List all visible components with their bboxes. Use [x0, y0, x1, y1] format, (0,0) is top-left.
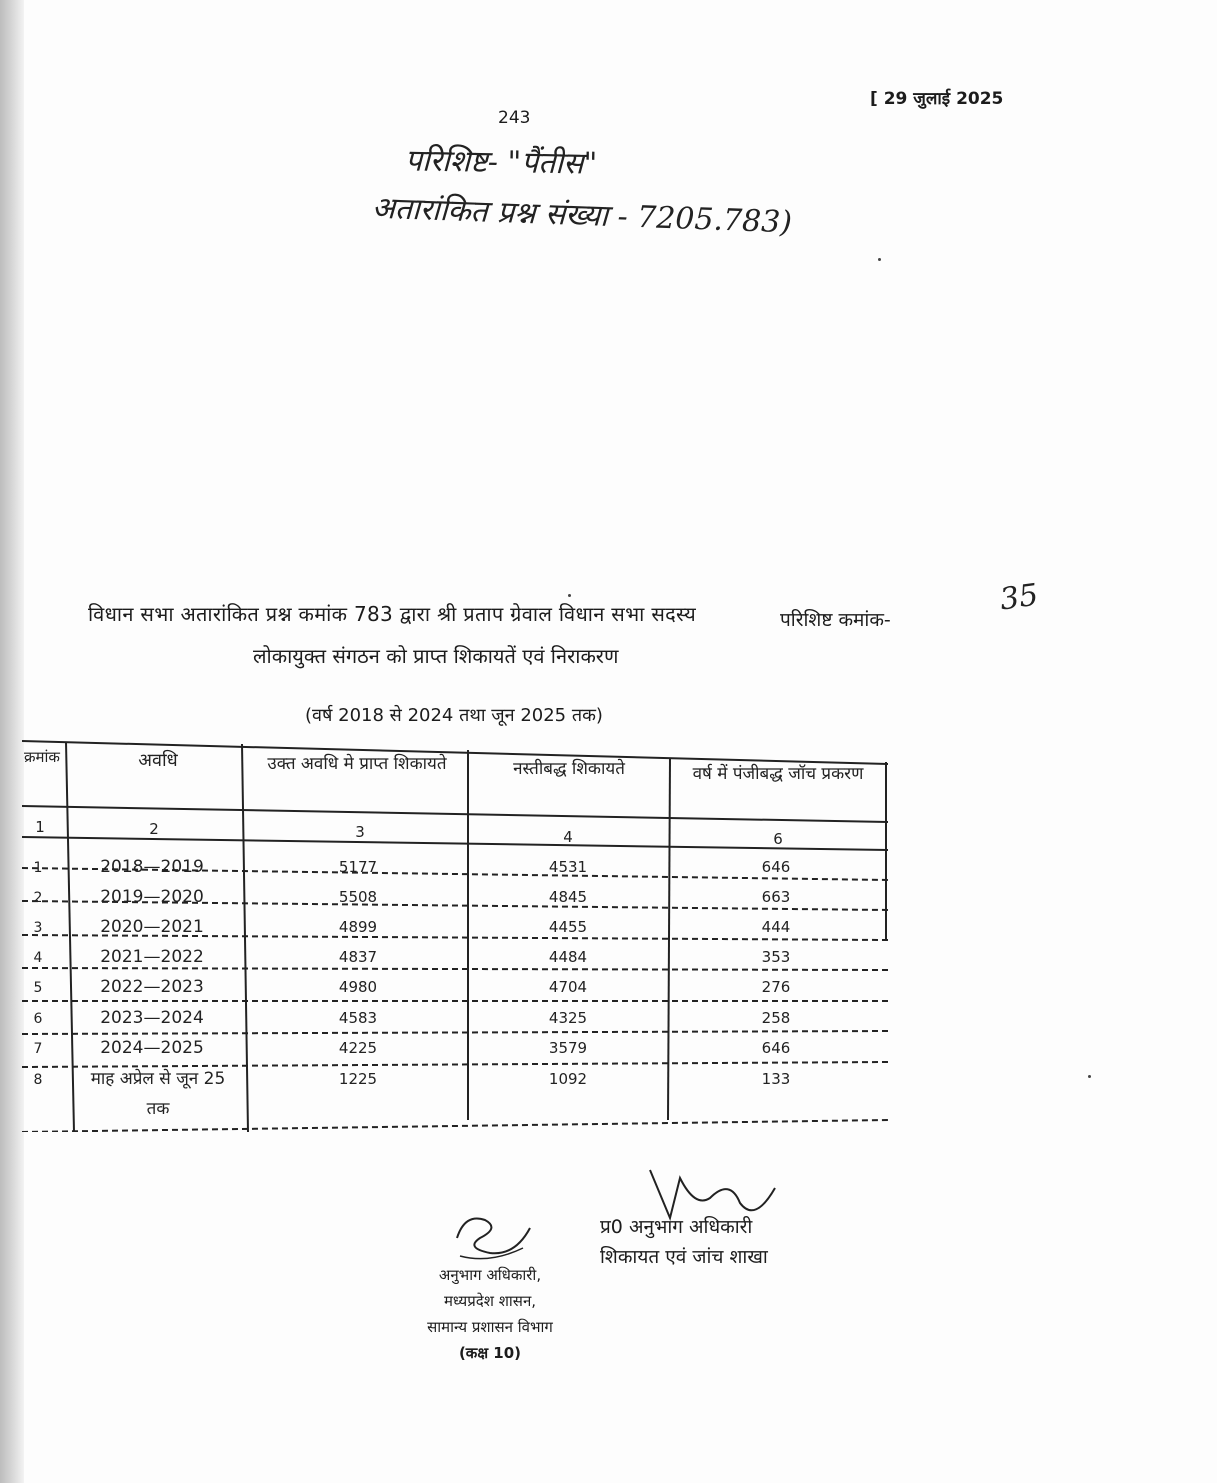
- row-filed: 4845: [548, 888, 588, 906]
- row-serial: 1: [33, 860, 43, 876]
- row-filed: 4704: [548, 978, 588, 996]
- column-number-2: 2: [149, 820, 159, 838]
- header-registered: वर्ष में पंजीबद्ध जॉच प्रकरण: [692, 764, 864, 784]
- column-number-4: 4: [563, 828, 573, 846]
- header-received: उक्त अवधि मे प्राप्त शिकायते: [267, 754, 447, 774]
- appendix-number-label: परिशिष्ट कमांक-: [780, 609, 891, 631]
- row-filed: 3579: [548, 1039, 588, 1057]
- gazette-date: [ 29 जुलाई 2025: [870, 89, 1004, 109]
- complaints-table: [22, 740, 888, 1132]
- row-serial: 5: [33, 980, 43, 996]
- row-serial: 2: [33, 890, 43, 906]
- title-line-2: लोकायुक्त संगठन को प्राप्त शिकायतें एवं निराकरण: [253, 644, 619, 668]
- row-registered: 646: [761, 858, 791, 876]
- row-registered: 133: [761, 1070, 791, 1088]
- handwritten-appendix-mark: 35: [997, 577, 1041, 618]
- header-period: अवधि: [138, 750, 178, 771]
- row-received: 4837: [338, 948, 378, 966]
- signatory-left-room: (कक्ष 10): [458, 1344, 522, 1362]
- page-number: 243: [498, 108, 531, 128]
- row-received: 1225: [338, 1070, 378, 1088]
- row-received: 4225: [338, 1039, 378, 1057]
- title-period: (वर्ष 2018 से 2024 तथा जून 2025 तक): [305, 705, 603, 726]
- row-period: 2019—2020: [100, 887, 204, 907]
- row-filed: 1092: [548, 1070, 588, 1088]
- row-filed: 4484: [548, 948, 588, 966]
- signature-left-scribble: [445, 1208, 535, 1268]
- row-filed: 4455: [548, 918, 588, 936]
- scan-speck: [1088, 1075, 1091, 1078]
- row-received: 5177: [338, 858, 378, 876]
- scan-speck: [568, 594, 571, 597]
- signatory-left-designation: अनुभाग अधिकारी,: [438, 1266, 542, 1284]
- row-registered: 258: [761, 1009, 791, 1027]
- row-serial: 6: [33, 1011, 43, 1027]
- column-number-1: 1: [35, 818, 45, 836]
- column-number-5: 6: [773, 830, 783, 848]
- signatory-left-department: सामान्य प्रशासन विभाग: [427, 1318, 553, 1336]
- signature-right-scribble: [640, 1158, 780, 1228]
- row-period: 2020—2021: [100, 917, 204, 937]
- scan-left-edge: [0, 0, 24, 1483]
- row-filed: 4531: [548, 858, 588, 876]
- row-registered: 646: [761, 1039, 791, 1057]
- row-received: 4583: [338, 1009, 378, 1027]
- signatory-right-designation: प्र0 अनुभाग अधिकारी: [600, 1216, 753, 1238]
- row-period: 2022—2023: [100, 977, 204, 997]
- row-registered: 353: [761, 948, 791, 966]
- handwritten-appendix-label: परिशिष्ट- "पैंतीस": [404, 143, 598, 182]
- row-registered: 276: [761, 978, 791, 996]
- header-filed: नस्तीबद्ध शिकायते: [513, 759, 625, 779]
- title-line-1: विधान सभा अतारांकित प्रश्न कमांक 783 द्वारा श्री प्रताप ग्रेवाल विधान सभा सदस्य: [88, 602, 697, 626]
- row-registered: 444: [761, 918, 791, 936]
- row-period: 2024—2025: [100, 1038, 204, 1058]
- row-received: 4980: [338, 978, 378, 996]
- row-serial: 4: [33, 950, 43, 966]
- row-period: 2023—2024: [100, 1008, 204, 1028]
- signatory-right-branch: शिकायत एवं जांच शाखा: [600, 1246, 768, 1268]
- row-serial: 8: [33, 1072, 43, 1088]
- row-period: 2018—2019: [100, 857, 204, 877]
- column-number-3: 3: [355, 823, 365, 841]
- scan-speck: [878, 258, 881, 261]
- row-period: 2021—2022: [100, 947, 204, 967]
- row-received: 4899: [338, 918, 378, 936]
- row-period: माह अप्रेल से जून 25 तक: [90, 1069, 226, 1119]
- row-received: 5508: [338, 888, 378, 906]
- handwritten-question-number: अतारांकित प्रश्न संख्या - 7205.783): [371, 190, 793, 241]
- header-serial: क्रमांक: [24, 748, 60, 766]
- signatory-left-government: मध्यप्रदेश शासन,: [443, 1292, 537, 1310]
- row-registered: 663: [761, 888, 791, 906]
- signature-block-left: [395, 1262, 585, 1366]
- row-filed: 4325: [548, 1009, 588, 1027]
- row-serial: 7: [33, 1041, 43, 1057]
- row-serial: 3: [33, 920, 43, 936]
